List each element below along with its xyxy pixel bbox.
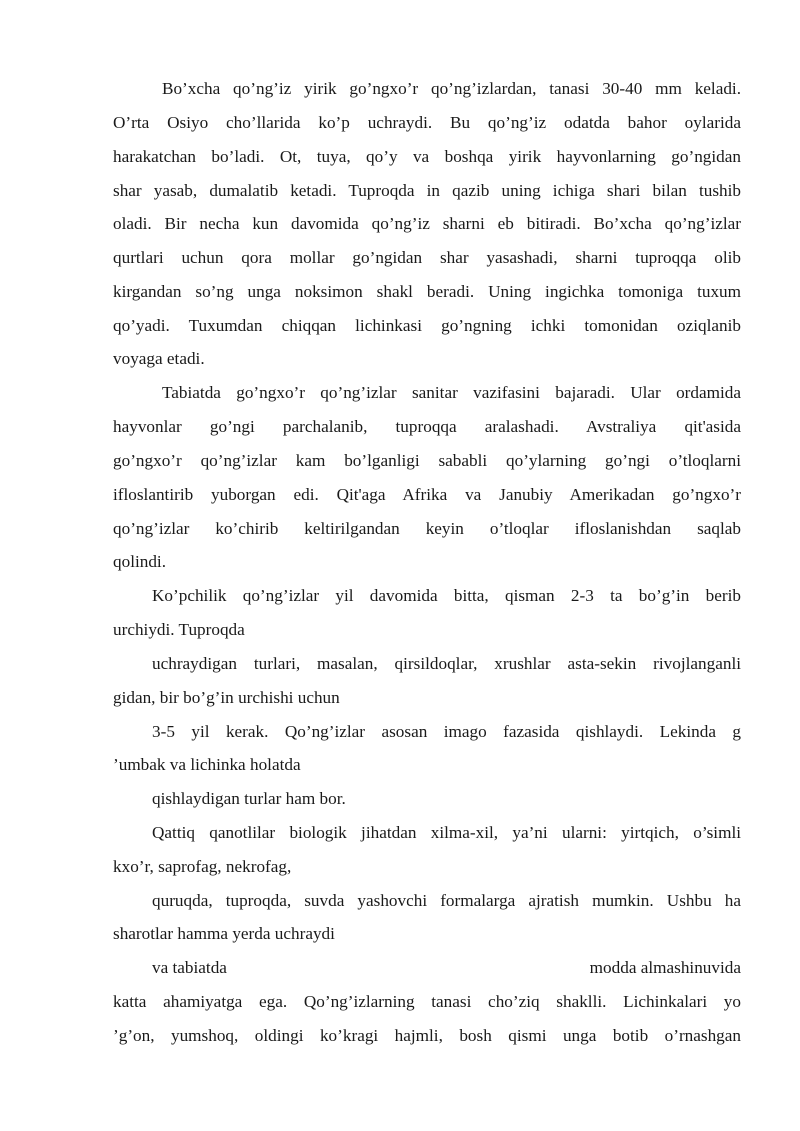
text-line-3: harakatchan bo’ladi. Ot, tuya, qo’y va boshqa yirik hayvonlarning go’ngidan xyxy=(113,147,741,166)
text-line-17: urchiydi. Tuproqda xyxy=(113,620,245,639)
text-line-29: ’g’on, yumshoq, oldingi ko’kragi hajmli, bosh qismi unga botib o’rnashgan xyxy=(113,1026,741,1045)
text-line-2: O’rta Osiyo cho’llarida ko’p uchraydi. Bu qo’ng’iz odatda bahor oylarida xyxy=(113,113,741,132)
text-line-16: Ko’pchilik qo’ng’izlar yil davomida bitta, qisman 2-3 ta bo’g’in berib xyxy=(152,586,741,605)
text-line-4: shar yasab, dumalatib ketadi. Tuproqda in qazib uning ichiga shari bilan tushib xyxy=(113,181,741,200)
text-line-25: quruqda, tuproqda, suvda yashovchi formalarga ajratish mumkin. Ushbu ha xyxy=(152,891,741,910)
text-line-13: ifloslantirib yuborgan edi. Qit'aga Afrika va Janubiy Amerikadan go’ngxo’r xyxy=(113,485,741,504)
text-line-5: oladi. Bir necha kun davomida qo’ng’iz sharni eb bitiradi. Bo’xcha qo’ng’izlar xyxy=(113,214,741,233)
text-line-7: kirgandan so’ng unga noksimon shakl beradi. Uning ingichka tomoniga tuxum xyxy=(113,282,741,301)
text-line-18: uchraydigan turlari, masalan, qirsildoqlar, xrushlar asta-sekin rivojlanganli xyxy=(152,654,741,673)
text-line-23: Qattiq qanotlilar biologik jihatdan xilma-xil, ya’ni ularni: yirtqich, o’simli xyxy=(152,823,741,842)
text-line-27 xyxy=(152,957,741,979)
text-line-6: qurtlari uchun qora mollar go’ngidan shar yasashadi, sharni tuproqqa olib xyxy=(113,248,741,267)
text-line-8: qo’yadi. Tuxumdan chiqqan lichinkasi go’ngning ichki tomonidan oziqlanib xyxy=(113,316,741,335)
text-line-27-left: va tabiatda xyxy=(152,958,227,977)
text-line-28: katta ahamiyatga ega. Qo’ng’izlarning tanasi cho’ziq shaklli. Lichinkalari yo xyxy=(113,992,741,1011)
text-line-27-right: modda almashinuvida xyxy=(589,958,741,977)
text-line-19: gidan, bir bo’g’in urchishi uchun xyxy=(113,688,340,707)
text-line-14: qo’ng’izlar ko’chirib keltirilgandan keyin o’tloqlar ifloslanishdan saqlab xyxy=(113,519,741,538)
text-line-15: qolindi. xyxy=(113,552,166,571)
text-line-10: Tabiatda go’ngxo’r qo’ng’izlar sanitar vazifasini bajaradi. Ular ordamida xyxy=(162,383,741,402)
text-line-24: kxo’r, saprofag, nekrofag, xyxy=(113,857,292,876)
text-line-1: Bo’xcha qo’ng’iz yirik go’ngxo’r qo’ng’izlardan, tanasi 30-40 mm keladi. xyxy=(162,79,741,98)
text-line-11: hayvonlar go’ngi parchalanib, tuproqqa aralashadi. Avstraliya qit'asida xyxy=(113,417,741,436)
text-line-12: go’ngxo’r qo’ng’izlar kam bo’lganligi sababli qo’ylarning go’ngi o’tloqlarni xyxy=(113,451,741,470)
text-line-9: voyaga etadi. xyxy=(113,349,205,368)
text-line-20: 3-5 yil kerak. Qo’ng’izlar asosan imago fazasida qishlaydi. Lekinda g xyxy=(152,722,741,741)
text-line-21: ’umbak va lichinka holatda xyxy=(113,755,301,774)
text-line-22: qishlaydigan turlar ham bor. xyxy=(152,789,346,808)
text-line-26: sharotlar hamma yerda uchraydi xyxy=(113,924,335,943)
